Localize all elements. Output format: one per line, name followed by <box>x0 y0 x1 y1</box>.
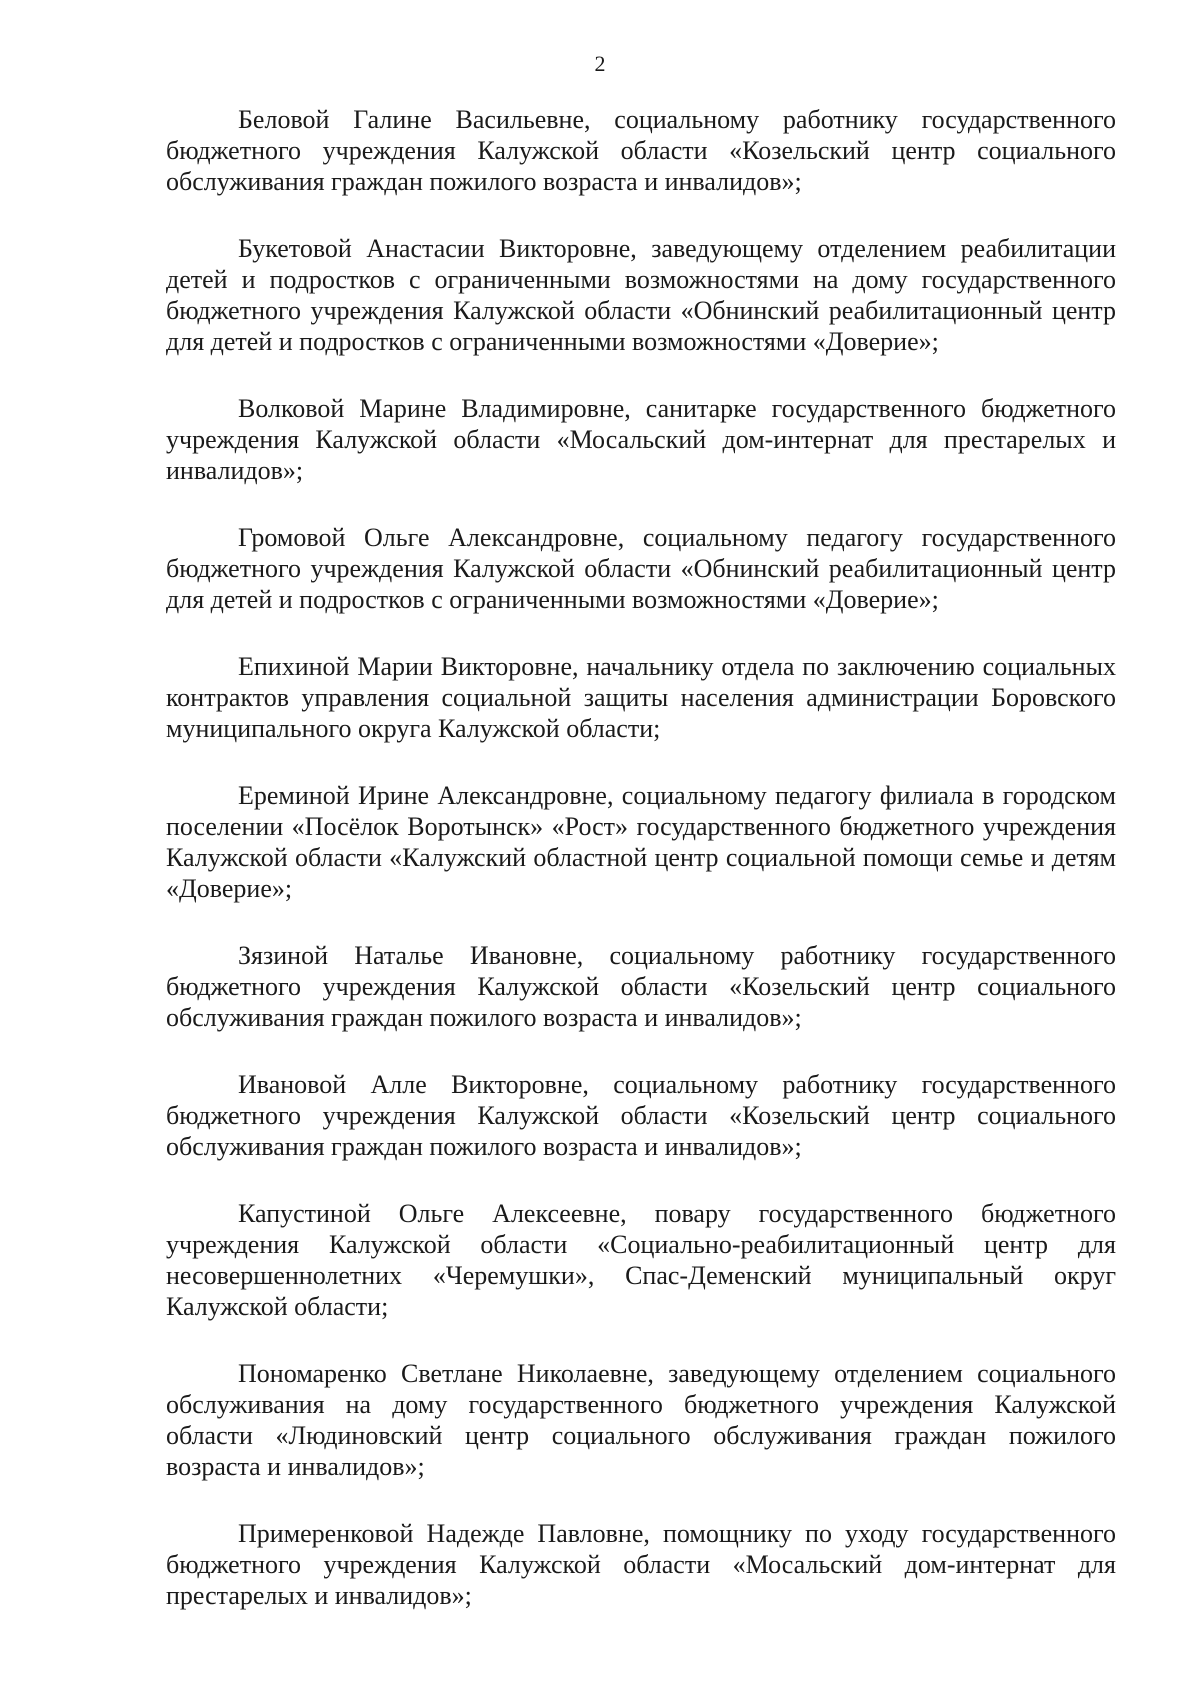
list-item: Капустиной Ольге Алексеевне, повару государственного бюджетного учреждения Калужской области «Социально-реабилитационный центр для несовершеннолетних «Черемушки», Спас-Деменский муниципальный округ Калужской области; <box>166 1199 1116 1321</box>
list-item: Зязиной Наталье Ивановне, социальному работнику государственного бюджетного учреждения Калужской области «Козельский центр социального обслуживания граждан пожилого возраста и инвалидов»; <box>166 941 1116 1032</box>
list-item: Букетовой Анастасии Викторовне, заведующему отделением реабилитации детей и подростков с ограниченными возможностями на дому государственного бюджетного учреждения Калужской области «Обнинский реабилитационный центр для детей и подростков с ограниченными возможностями «Доверие»; <box>166 234 1116 356</box>
list-item: Ивановой Алле Викторовне, социальному работнику государственного бюджетного учреждения Калужской области «Козельский центр социального обслуживания граждан пожилого возраста и инвалидов»; <box>166 1070 1116 1161</box>
list-item: Ереминой Ирине Александровне, социальному педагогу филиала в городском поселении «Посёлок Воротынск» «Рост» государственного бюджетного учреждения Калужской области «Калужский областной центр социальной помощи семье и детям «Доверие»; <box>166 781 1116 903</box>
page-number: 2 <box>594 51 606 76</box>
list-item: Примеренковой Надежде Павловне, помощнику по уходу государственного бюджетного учреждения Калужской области «Мосальский дом-интернат для престарелых и инвалидов»; <box>166 1519 1116 1610</box>
list-item: Епихиной Марии Викторовне, начальнику отдела по заключению социальных контрактов управления социальной защиты населения администрации Боровского муниципального округа Калужской области; <box>166 652 1116 743</box>
award-list <box>166 104 1116 1647</box>
list-item: Волковой Марине Владимировне, санитарке государственного бюджетного учреждения Калужской области «Мосальский дом-интернат для престарелых и инвалидов»; <box>166 394 1116 485</box>
list-item: Беловой Галине Васильевне, социальному работнику государственного бюджетного учреждения Калужской области «Козельский центр социального обслуживания граждан пожилого возраста и инвалидов»; <box>166 105 1116 196</box>
list-item: Громовой Ольге Александровне, социальному педагогу государственного бюджетного учреждения Калужской области «Обнинский реабилитационный центр для детей и подростков с ограниченными возможностями «Доверие»; <box>166 523 1116 614</box>
list-item: Пономаренко Светлане Николаевне, заведующему отделением социального обслуживания на дому государственного бюджетного учреждения Калужской области «Людиновский центр социального обслуживания граждан пожилого возраста и инвалидов»; <box>166 1359 1116 1481</box>
